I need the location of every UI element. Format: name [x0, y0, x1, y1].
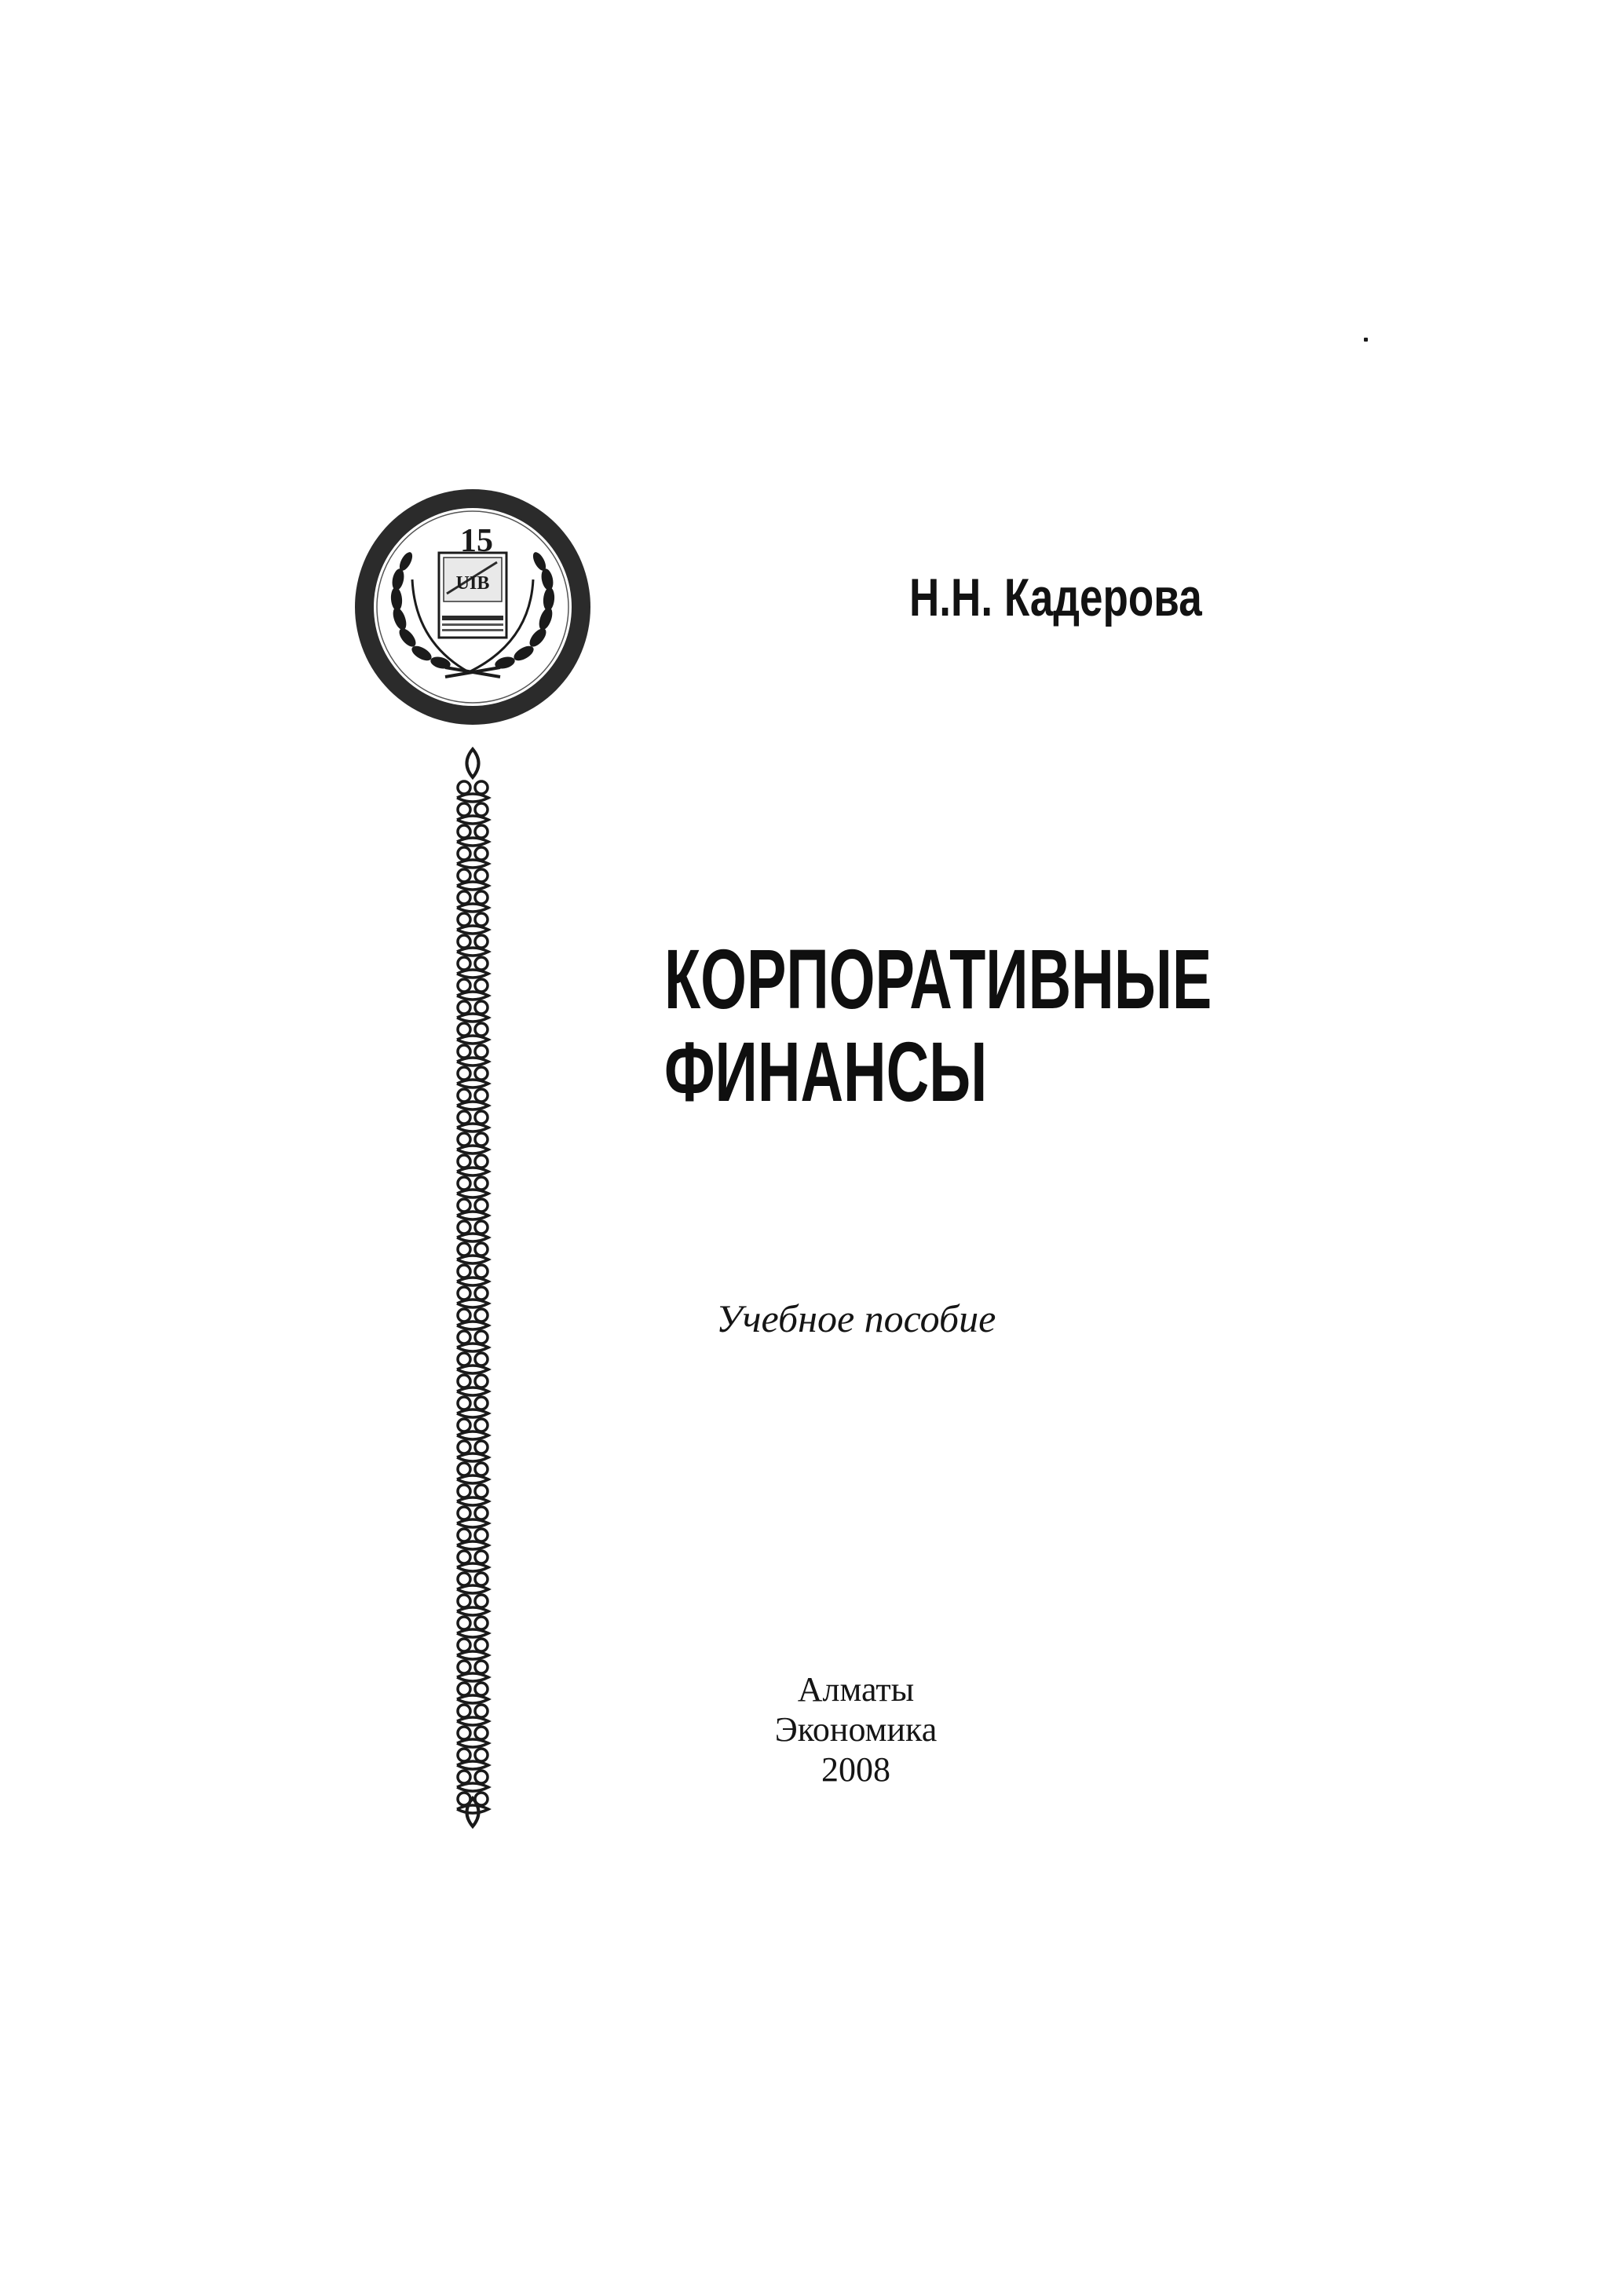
ornament-motif: [457, 913, 488, 934]
ornament-motif: [457, 1375, 488, 1395]
ornament-motif: [457, 1089, 488, 1110]
ornament-motif: [457, 1419, 488, 1439]
ornament-motif: [457, 1639, 488, 1659]
ornament-motif: [457, 869, 488, 890]
ornament-motif: [457, 1551, 488, 1571]
ornament-motif: [457, 935, 488, 956]
ornament-motif: [457, 1331, 488, 1351]
university-emblem: [351, 485, 594, 729]
book-title-line-1: КОРПОРАТИВНЫЕ: [664, 931, 1212, 1026]
book-subtitle: Учебное пособие: [716, 1296, 996, 1340]
ornament-motif: [457, 1309, 488, 1329]
imprint-publisher: Экономика: [774, 1710, 938, 1749]
imprint-block: [707, 1669, 1005, 1790]
ornament-motif: [457, 1001, 488, 1022]
ornament-motif: [457, 1067, 488, 1088]
ornament-motif: [457, 1595, 488, 1615]
ornament-motif: [457, 1749, 488, 1769]
ornament-motif: [457, 1199, 488, 1219]
ornament-motif: [457, 1463, 488, 1483]
imprint-city: Алматы: [797, 1670, 915, 1709]
ornament-top-finial: [467, 749, 479, 777]
ornament-motif: [457, 1287, 488, 1307]
ornament-motif: [457, 1221, 488, 1241]
ornament-motif: [457, 1617, 488, 1637]
ornament-motif: [457, 803, 488, 824]
ornament-motif: [457, 1111, 488, 1132]
ornament-motif: [457, 1353, 488, 1373]
book-title: [664, 933, 1212, 1118]
author-name: Н.Н. Кадерова: [909, 568, 1202, 627]
ornament-motif: [457, 1661, 488, 1681]
ornament-motif: [457, 1177, 488, 1197]
ornament-motif: [457, 1683, 488, 1703]
ornament-motif: [457, 1397, 488, 1417]
ornament-motif: [457, 1705, 488, 1725]
ornament-motif: [457, 1485, 488, 1505]
ornament-motif: [457, 1133, 488, 1153]
ornament-motif: [457, 825, 488, 846]
emblem-monogram: UIB: [455, 573, 490, 594]
ornament-motif: [457, 1771, 488, 1791]
ornament-motif: [457, 979, 488, 1000]
scan-speck: [1364, 338, 1368, 342]
ornament-motif: [457, 1529, 488, 1549]
ornament-motif: [457, 1507, 488, 1527]
decorative-ornament-column: [445, 746, 500, 1830]
ornament-motif: [457, 1243, 488, 1263]
ornament-motif: [457, 891, 488, 912]
emblem-number: 15: [460, 523, 493, 559]
book-title-line-2: ФИНАНСЫ: [664, 1024, 988, 1119]
ornament-motif: [457, 781, 488, 802]
ornament-motif: [457, 1573, 488, 1593]
ornament-motif: [457, 1023, 488, 1044]
ornament-motif: [457, 1155, 488, 1175]
ornament-motif: [457, 957, 488, 978]
ornament-motif: [457, 1265, 488, 1285]
ornament-motif: [457, 1045, 488, 1066]
ornament-motif: [457, 847, 488, 868]
imprint-year: 2008: [821, 1750, 890, 1789]
ornament-motif: [457, 1727, 488, 1747]
ornament-motif: [457, 1441, 488, 1461]
